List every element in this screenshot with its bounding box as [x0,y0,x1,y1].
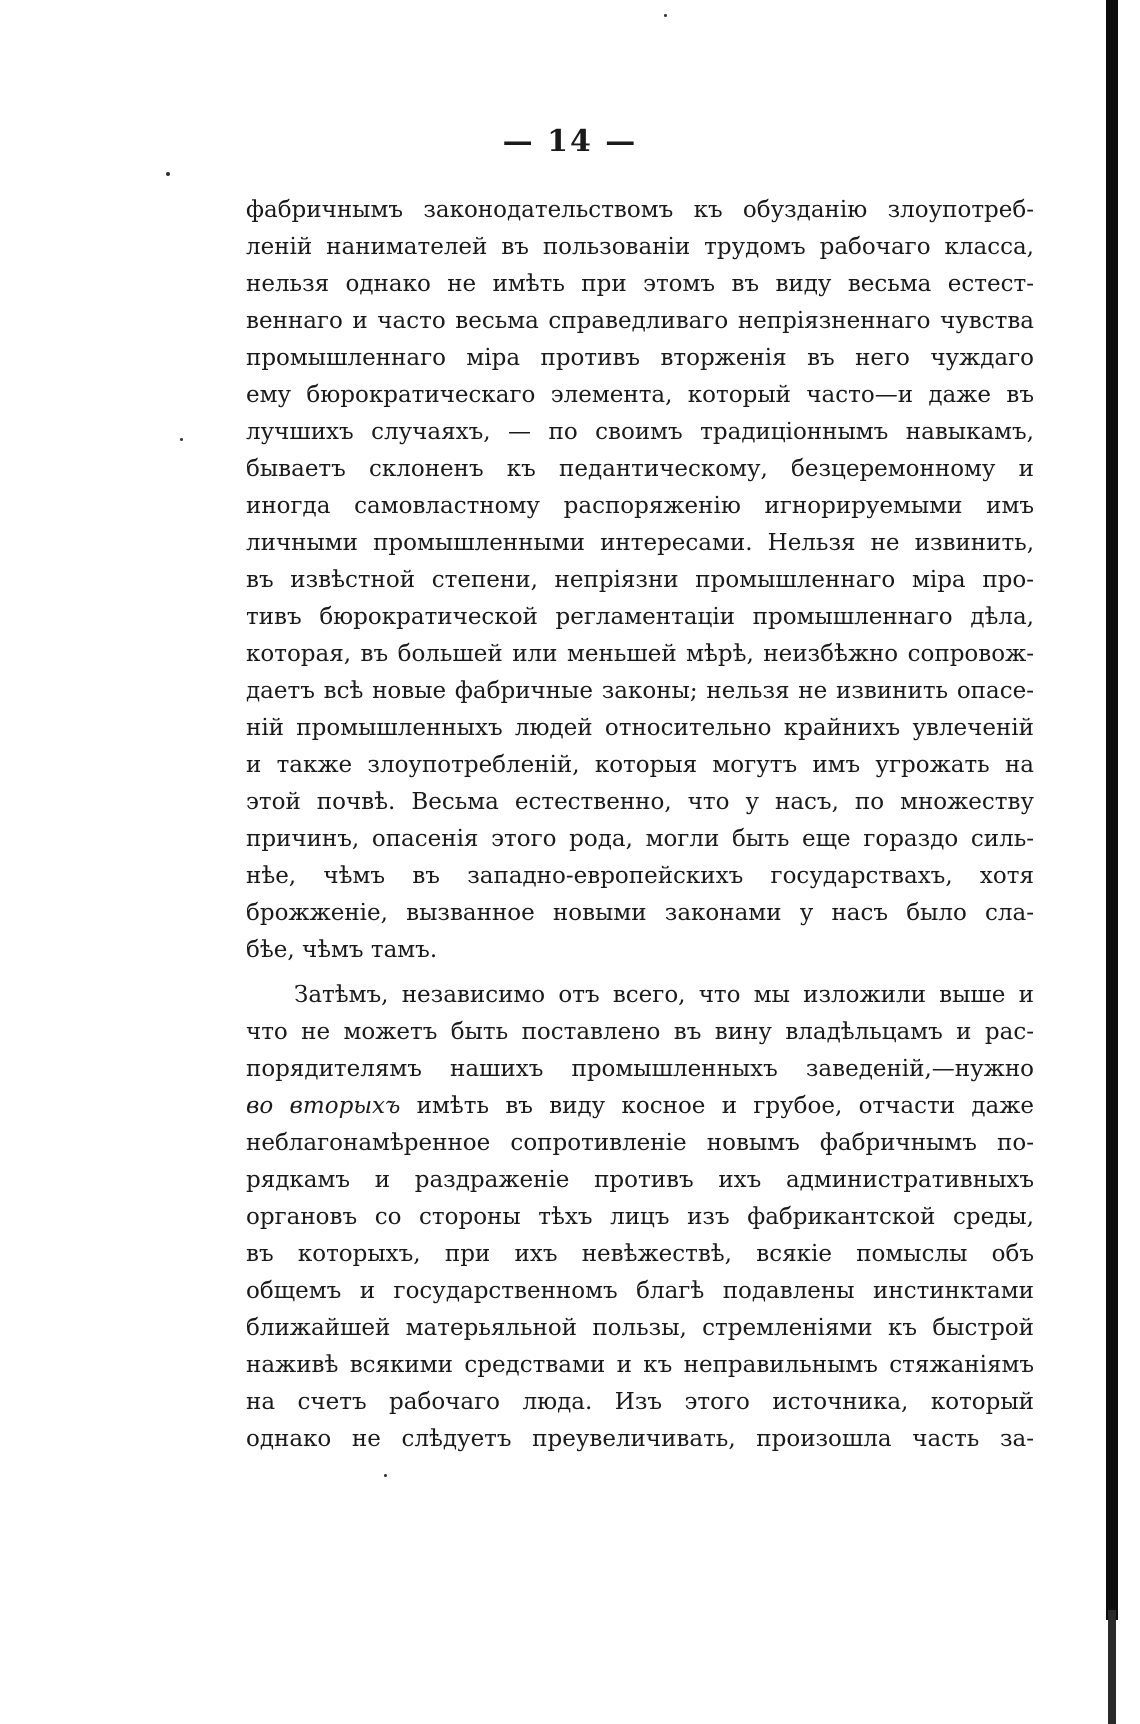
text-line: на счетъ рабочаго люда. Изъ этого источника, который [246,1389,1034,1415]
text-line: порядителямъ нашихъ промышленныхъ заведеній,—нужно [246,1056,1034,1082]
text-line [246,1088,1034,1125]
text-line: что не можетъ быть поставлено въ вину владѣльцамъ и рас- [246,1019,1034,1045]
text-line: въ которыхъ, при ихъ невѣжествѣ, всякіе помыслы объ [246,1241,1034,1267]
paragraph-gap [246,969,1034,977]
scan-edge-bar [1106,0,1118,1620]
text-line: причинъ, опасенія этого рода, могли быть еще гораздо силь- [246,826,1034,852]
text-line: Затѣмъ, независимо отъ всего, что мы изложили выше и [294,982,1034,1008]
text-line: веннаго и часто весьма справедливаго непріязненнаго чувства [246,308,1034,334]
text-line: даетъ всѣ новые фабричные законы; нельзя не извинить опасе- [246,678,1034,704]
text-line: и также злоупотребленій, которыя могутъ имъ угрожать на [246,752,1034,778]
text-line: личными промышленными интересами. Нельзя не извинить, [246,530,1034,556]
text-line: бываетъ склоненъ къ педантическому, безцеремонному и [246,456,1034,482]
text-line: въ извѣстной степени, непріязни промышленнаго міра про- [246,567,1034,593]
text-line: иногда самовластному распоряженію игнорируемыми имъ [246,493,1034,519]
scan-edge-bar-lower [1108,1610,1116,1724]
scan-speck [384,1474,387,1477]
text-line: леній нанимателей въ пользованіи трудомъ рабочаго класса, [246,234,1034,260]
text-line: фабричнымъ законодательствомъ къ обузданію злоупотреб- [246,197,1034,223]
text-line: ему бюрократическаго элемента, который часто—и даже въ [246,382,1034,408]
text-line: нельзя однако не имѣть при этомъ въ виду весьма естест- [246,271,1034,297]
text-line: нѣе, чѣмъ въ западно-европейскихъ государствахъ, хотя [246,863,1034,889]
text-line: общемъ и государственномъ благѣ подавлены инстинктами [246,1278,1034,1304]
paragraph-1 [246,192,1034,969]
scan-edge [1106,0,1140,1724]
body-text [246,192,1034,1458]
text-line: неблагонамѣренное сопротивленіе новымъ фабричнымъ по- [246,1130,1034,1156]
scan-speck [180,438,183,441]
text-line: однако не слѣдуетъ преувеличивать, произошла часть за- [246,1426,1034,1452]
text-line: ближайшей матерьяльной пользы, стремленіями къ быстрой [246,1315,1034,1341]
text-line: промышленнаго міра противъ вторженія въ него чуждаго [246,345,1034,371]
paragraph-2 [246,977,1034,1458]
scan-speck [664,14,667,17]
text-line: тивъ бюрократической регламентаціи промышленнаго дѣла, [246,604,1034,630]
text-line: которая, въ большей или меньшей мѣрѣ, неизбѣжно сопровож- [246,641,1034,667]
text-line: лучшихъ случаяхъ, — по своимъ традиціоннымъ навыкамъ, [246,419,1034,445]
text-line: этой почвѣ. Весьма естественно, что у насъ, по множеству [246,789,1034,815]
text-line: органовъ со стороны тѣхъ лицъ изъ фабрикантской среды, [246,1204,1034,1230]
text-line: рядкамъ и раздраженіе противъ ихъ административныхъ [246,1167,1034,1193]
italic-emphasis: во вторыхъ [246,1093,401,1119]
text-line: ній промышленныхъ людей относительно крайнихъ увлеченій [246,715,1034,741]
page-number: — 14 — [502,124,638,159]
scan-speck [166,172,170,176]
text-line: брожженіе, вызванное новыми законами у насъ было сла- [246,900,1034,926]
text-line: бѣе, чѣмъ тамъ. [246,937,438,963]
text-line: наживѣ всякими средствами и къ неправильнымъ стяжаніямъ [246,1352,1034,1378]
text-fragment: имѣть въ виду косное и грубое, отчасти даже [400,1093,1034,1119]
